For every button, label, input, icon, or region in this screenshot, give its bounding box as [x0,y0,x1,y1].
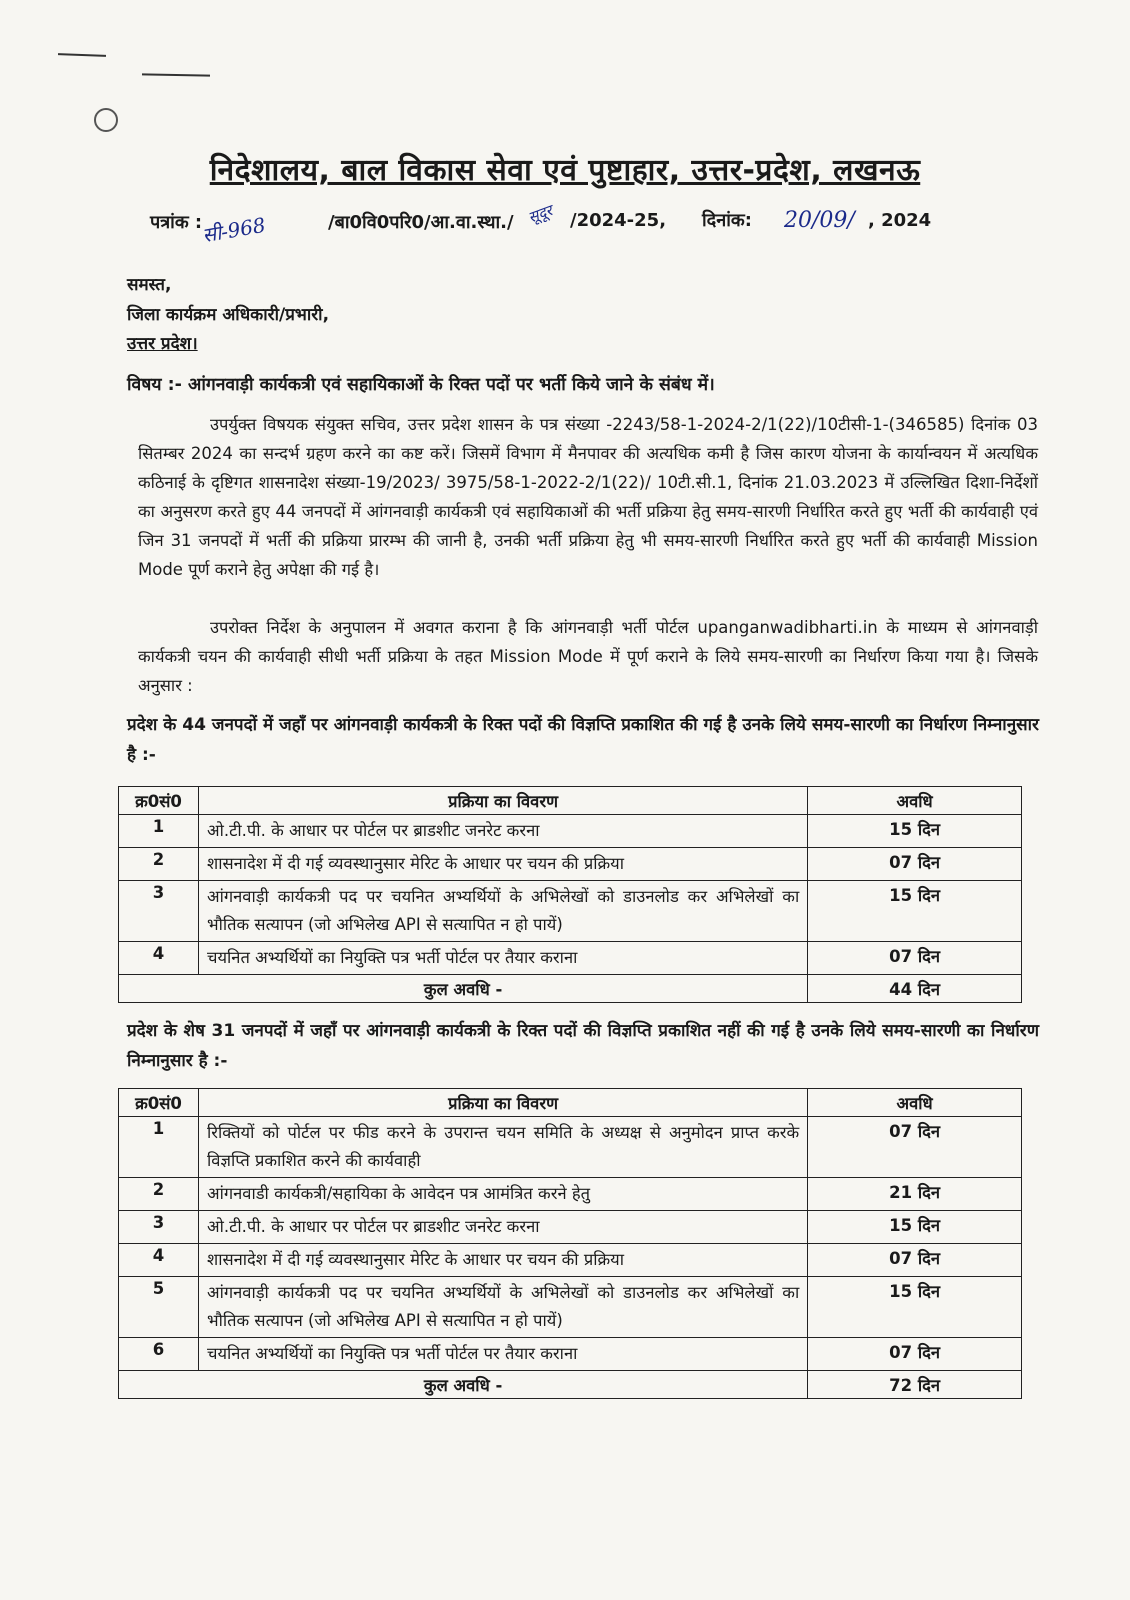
schedule-table-31 [118,1088,1022,1399]
table-row [119,1178,1022,1211]
date-label: दिनांक: [702,210,752,231]
ref-label: पत्रांक : [150,212,203,233]
description-cell: ओ.टी.पी. के आधार पर पोर्टल पर ब्राडशीट जनरेट करना [198,815,807,848]
date-year: , 2024 [868,210,932,231]
table-row [119,881,1022,942]
duration-cell: 15 दिन [808,1277,1022,1338]
total-value: 44 दिन [808,975,1022,1003]
body-paragraph: उपर्युक्त विषयक संयुक्त सचिव, उत्तर प्रदेश शासन के पत्र संख्या -2243/58-1-2024-2/1(22)/10टीसी-1-(346585) दिनांक 03 सितम्बर 2024 का सन्दर्भ ग्रहण करने का कष्ट करें। जिसमें विभाग में मैनपावर की अत्यधिक कमी है जिस कारण योजना के कार्यान्वयन में अत्यधिक कठिनाई के दृष्टिगत शासनादेश संख्या-19/2023/ 3975/58-1-2022-2/1(22)/ 10टी.सी.1, दिनांक 21.03.2023 में उल्लिखित दिशा-निर्देशों का अनुसरण करते हुए 44 जनपदों में आंगनवाड़ी कार्यकत्री एवं सहायिकाओं की भर्ती प्रक्रिया हेतु समय-सारणी निर्धारित करते हुए भर्ती की कार्यवाही एवं जिन 31 जनपदों में भर्ती की प्रक्रिया प्रारम्भ की जानी है, उनकी भर्ती प्रक्रिया हेतु भी समय-सारणी निर्धारित करते हुए भर्ती की कार्यवाही Mission Mode पूर्ण कराने हेतु अपेक्षा की गई है। [138,415,1038,579]
punch-hole [94,108,118,132]
header-cell: प्रक्रिया का विवरण [198,1089,807,1117]
description-cell: शासनादेश में दी गई व्यवस्थानुसार मेरिट के आधार पर चयन की प्रक्रिया [198,1244,807,1277]
handwritten-date: 20/09/ [784,208,855,233]
table-row [119,1338,1022,1371]
serial-cell: 1 [119,815,199,848]
duration-cell: 07 दिन [808,848,1022,881]
table-row [119,848,1022,881]
serial-cell: 6 [119,1338,199,1371]
ref-year: /2024-25, [570,210,667,231]
header-cell: क्र0सं0 [119,787,199,815]
table-header-row [119,1089,1022,1117]
table-row [119,1117,1022,1178]
description-cell: ओ.टी.पी. के आधार पर पोर्टल पर ब्राडशीट जनरेट करना [198,1211,807,1244]
addressee-line: उत्तर प्रदेश। [127,334,198,354]
handwritten-file-note: सूदूर [525,201,555,227]
description-cell: आंगनवाड़ी कार्यकत्री पद पर चयनित अभ्यर्थियों के अभिलेखों को डाउनलोड कर अभिलेखों का भौतिक सत्यापन (जो अभिलेख API से सत्यापित न हो पायें) [198,1277,807,1338]
total-label: कुल अवधि - [119,975,808,1003]
description-cell: आंगनवाड़ी कार्यकत्री पद पर चयनित अभ्यर्थियों के अभिलेखों को डाउनलोड कर अभिलेखों का भौतिक सत्यापन (जो अभिलेख API से सत्यापित न हो पायें) [198,881,807,942]
serial-cell: 3 [119,881,199,942]
serial-cell: 2 [119,848,199,881]
table-row [119,1211,1022,1244]
header-cell: क्र0सं0 [119,1089,199,1117]
header-cell: अवधि [808,787,1022,815]
duration-cell: 15 दिन [808,881,1022,942]
section-heading: प्रदेश के शेष 31 जनपदों में जहाँ पर आंगनवाड़ी कार्यकत्री के रिक्त पदों की विज्ञप्ति प्रकाशित नहीं की गई है उनके लिये समय-सारणी का निर्धारण निम्नानुसार है :- [127,1021,1039,1071]
handwritten-number: सी-968 [200,212,268,248]
total-label: कुल अवधि - [119,1371,808,1399]
serial-cell: 4 [119,1244,199,1277]
duration-cell: 07 दिन [808,1244,1022,1277]
header-cell: अवधि [808,1089,1022,1117]
description-cell: शासनादेश में दी गई व्यवस्थानुसार मेरिट के आधार पर चयन की प्रक्रिया [198,848,807,881]
serial-cell: 3 [119,1211,199,1244]
scan-mark [142,73,210,76]
scan-mark [58,53,106,57]
office-heading: निदेशालय, बाल विकास सेवा एवं पुष्टाहार, उत्तर-प्रदेश, लखनऊ [209,153,921,188]
total-value: 72 दिन [808,1371,1022,1399]
duration-cell: 07 दिन [808,942,1022,975]
section-heading: प्रदेश के 44 जनपदों में जहाँ पर आंगनवाड़ी कार्यकत्री के रिक्त पदों की विज्ञप्ति प्रकाशित की गई है उनके लिये समय-सारणी का निर्धारण निम्नानुसार है :- [127,715,1039,765]
duration-cell: 15 दिन [808,815,1022,848]
duration-cell: 15 दिन [808,1211,1022,1244]
duration-cell: 21 दिन [808,1178,1022,1211]
serial-cell: 4 [119,942,199,975]
description-cell: आंगनवाडी कार्यकत्री/सहायिका के आवेदन पत्र आमंत्रित करने हेतु [198,1178,807,1211]
subject-line: विषय :- आंगनवाड़ी कार्यकत्री एवं सहायिकाओं के रिक्त पदों पर भर्ती किये जाने के संबंध में। [127,375,715,395]
duration-cell: 07 दिन [808,1117,1022,1178]
table-header-row [119,787,1022,815]
description-cell: चयनित अभ्यर्थियों का नियुक्ति पत्र भर्ती पोर्टल पर तैयार कराना [198,1338,807,1371]
reference-line [150,201,980,248]
ref-file-code: /बा0वि0परि0/आ.वा.स्था./ [328,212,514,233]
serial-cell: 5 [119,1277,199,1338]
description-cell: रिक्तियों को पोर्टल पर फीड करने के उपरान्त चयन समिति के अध्यक्ष से अनुमोदन प्राप्त करके विज्ञप्ति प्रकाशित करने की कार्यवाही [198,1117,807,1178]
description-cell: चयनित अभ्यर्थियों का नियुक्ति पत्र भर्ती पोर्टल पर तैयार कराना [198,942,807,975]
serial-cell: 2 [119,1178,199,1211]
addressee-line: जिला कार्यक्रम अधिकारी/प्रभारी, [127,305,330,325]
total-row [119,975,1022,1003]
table-row [119,1277,1022,1338]
header-cell: प्रक्रिया का विवरण [198,787,807,815]
addressee-line: समस्त, [127,275,172,295]
table-row [119,1244,1022,1277]
table-row [119,942,1022,975]
table-row [119,815,1022,848]
duration-cell: 07 दिन [808,1338,1022,1371]
total-row [119,1371,1022,1399]
schedule-table-44 [118,786,1022,1003]
serial-cell: 1 [119,1117,199,1178]
body-paragraph: उपरोक्त निर्देश के अनुपालन में अवगत कराना है कि आंगनवाड़ी भर्ती पोर्टल upanganwadibharti.in के माध्यम से आंगनवाड़ी कार्यकत्री चयन की कार्यवाही सीधी भर्ती प्रक्रिया के तहत Mission Mode में पूर्ण कराने के लिये समय-सारणी का निर्धारण किया गया है। जिसके अनुसार : [138,618,1038,695]
